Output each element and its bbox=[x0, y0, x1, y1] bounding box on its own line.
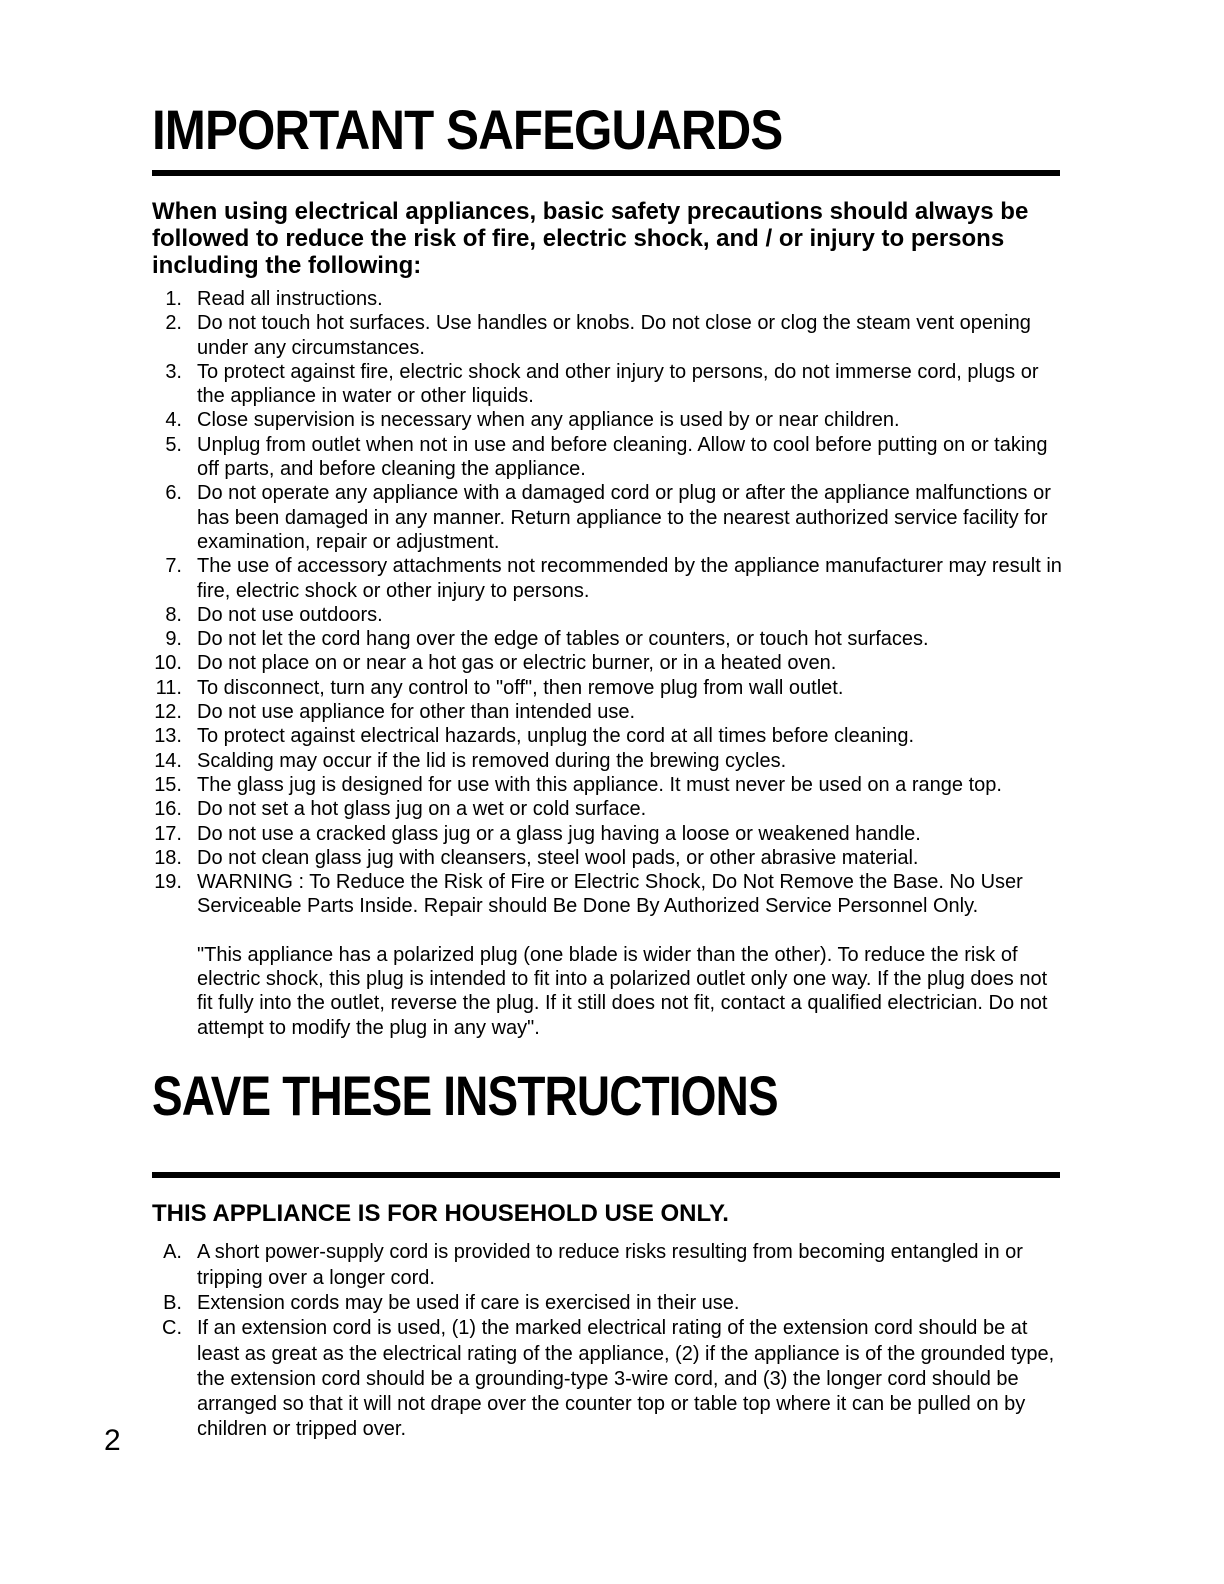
list-item-number: 13. bbox=[154, 725, 182, 748]
list-item-text: Read all instructions. bbox=[197, 288, 383, 310]
list-item-number: 7. bbox=[165, 555, 182, 578]
list-item-text: WARNING : To Reduce the Risk of Fire or Electric Shock, Do Not Remove the Base. No User Serviceable Parts Inside. Repair should Be Done By Authorized Service Personnel Only. bbox=[197, 871, 1023, 918]
list-item bbox=[152, 408, 1063, 432]
page-number: 2 bbox=[104, 1424, 121, 1457]
list-item-number: 9. bbox=[165, 628, 182, 651]
list-item bbox=[152, 1291, 1063, 1316]
list-item-number: 8. bbox=[165, 603, 182, 626]
list-item-number: 15. bbox=[154, 773, 182, 796]
list-item-text: Extension cords may be used if care is exercised in their use. bbox=[197, 1291, 740, 1314]
list-item bbox=[152, 360, 1063, 409]
list-item-text: If an extension cord is used, (1) the marked electrical rating of the extension cord should be at least as great as the electrical rating of the appliance, (2) if the appliance is of the grounded type, the extension cord should be a grounding-type 3-wire cord, and (3) the longer cord should be arranged so that it will not drape over the counter top or table top where it can be pulled on by children or tripped over. bbox=[197, 1317, 1055, 1441]
list-item bbox=[152, 773, 1063, 797]
list-item-text: The glass jug is designed for use with this appliance. It must never be used on a range top. bbox=[197, 773, 1002, 796]
list-item-number: 6. bbox=[165, 482, 182, 505]
list-item bbox=[152, 700, 1063, 724]
list-item-text: To disconnect, turn any control to "off", then remove plug from wall outlet. bbox=[197, 676, 844, 699]
list-item-number: 1. bbox=[165, 288, 182, 310]
list-item-number: 18. bbox=[154, 846, 182, 869]
list-item-number: 4. bbox=[165, 409, 182, 432]
list-item-number: 19. bbox=[154, 871, 182, 894]
intro-paragraph: When using electrical appliances, basic safety precautions should always be followed to reduce the risk of fire, electric shock, and / or injury to persons including the following: bbox=[152, 198, 1029, 279]
list-item bbox=[152, 311, 1063, 360]
list-item bbox=[152, 1316, 1063, 1442]
list-item-text: Do not clean glass jug with cleansers, steel wool pads, or other abrasive material. bbox=[197, 846, 919, 869]
list-item-number: 14. bbox=[154, 749, 182, 772]
list-item-letter: A. bbox=[163, 1241, 182, 1264]
list-item-text: Do not use appliance for other than intended use. bbox=[197, 701, 636, 724]
household-use-heading: THIS APPLIANCE IS FOR HOUSEHOLD USE ONLY. bbox=[152, 1200, 729, 1228]
list-item-text: Do not let the cord hang over the edge of tables or counters, or touch hot surfaces. bbox=[197, 628, 929, 651]
save-instructions-heading: SAVE THESE INSTRUCTIONS bbox=[152, 1063, 778, 1127]
list-item bbox=[152, 822, 1063, 846]
list-item-text: Close supervision is necessary when any appliance is used by or near children. bbox=[197, 409, 900, 432]
list-item-number: 10. bbox=[154, 652, 182, 675]
list-item bbox=[152, 676, 1063, 700]
list-item-number: 2. bbox=[165, 312, 182, 335]
cord-notes-list bbox=[152, 1240, 1062, 1442]
list-item-text: Do not operate any appliance with a damaged cord or plug or after the appliance malfunctions or has been damaged in any manner. Return appliance to the nearest authorized service facility for examination, repair or adjustment. bbox=[197, 482, 1051, 553]
document-page bbox=[152, 100, 1062, 1443]
list-item bbox=[152, 554, 1063, 603]
list-item-text: Do not use a cracked glass jug or a glass jug having a loose or weakened handle. bbox=[197, 822, 921, 845]
list-item-text: A short power-supply cord is provided to reduce risks resulting from becoming entangled in or tripping over a longer cord. bbox=[197, 1241, 1023, 1289]
list-item bbox=[152, 481, 1063, 554]
list-item bbox=[152, 603, 1063, 627]
list-item-text: Do not set a hot glass jug on a wet or cold surface. bbox=[197, 798, 647, 821]
list-item bbox=[152, 749, 1063, 773]
list-item-text: To protect against electrical hazards, unplug the cord at all times before cleaning. bbox=[197, 725, 915, 748]
list-item bbox=[152, 846, 1063, 870]
list-item bbox=[152, 797, 1063, 821]
list-item bbox=[152, 870, 1063, 919]
list-item-text: Do not use outdoors. bbox=[197, 603, 383, 626]
list-item-text: Unplug from outlet when not in use and before cleaning. Allow to cool before putting on or taking off parts, and before cleaning the appliance. bbox=[197, 433, 1048, 481]
list-item-number: 3. bbox=[165, 360, 182, 383]
list-item-number: 5. bbox=[165, 433, 182, 456]
list-item-text: Scalding may occur if the lid is removed during the brewing cycles. bbox=[197, 749, 787, 772]
list-item bbox=[152, 724, 1063, 748]
list-item bbox=[152, 433, 1063, 482]
polarized-plug-note: "This appliance has a polarized plug (one blade is wider than the other). To reduce the risk of electric shock, this plug is intended to fit into a polarized outlet only one way. If the plug does not fit fully into the outlet, reverse the plug. If it still does not fit, contact a qualified electrician. Do not attempt to modify the plug in any way". bbox=[197, 943, 1048, 1039]
title-rule bbox=[152, 170, 1060, 176]
safeguards-list bbox=[152, 287, 1062, 919]
list-item-text: To protect against fire, electric shock and other injury to persons, do not immerse cord, plugs or the appliance in water or other liquids. bbox=[197, 360, 1039, 408]
list-item-number: 11. bbox=[155, 676, 182, 699]
list-item bbox=[152, 1240, 1063, 1291]
list-item-number: 17. bbox=[154, 822, 182, 845]
list-item bbox=[152, 651, 1063, 675]
list-item-text: Do not touch hot surfaces. Use handles or knobs. Do not close or clog the steam vent opening under any circumstances. bbox=[197, 312, 1031, 359]
list-item-text: The use of accessory attachments not recommended by the appliance manufacturer may result in fire, electric shock or other injury to persons. bbox=[197, 555, 1062, 602]
list-item-number: 12. bbox=[154, 701, 182, 724]
list-item-number: 16. bbox=[154, 798, 182, 821]
list-item bbox=[152, 627, 1063, 651]
page-title: IMPORTANT SAFEGUARDS bbox=[152, 98, 783, 161]
list-item bbox=[152, 287, 1063, 311]
list-item-text: Do not place on or near a hot gas or electric burner, or in a heated oven. bbox=[197, 652, 837, 675]
list-item-letter: B. bbox=[163, 1291, 182, 1314]
list-item-letter: C. bbox=[162, 1317, 182, 1340]
save-heading-rule bbox=[152, 1172, 1060, 1178]
